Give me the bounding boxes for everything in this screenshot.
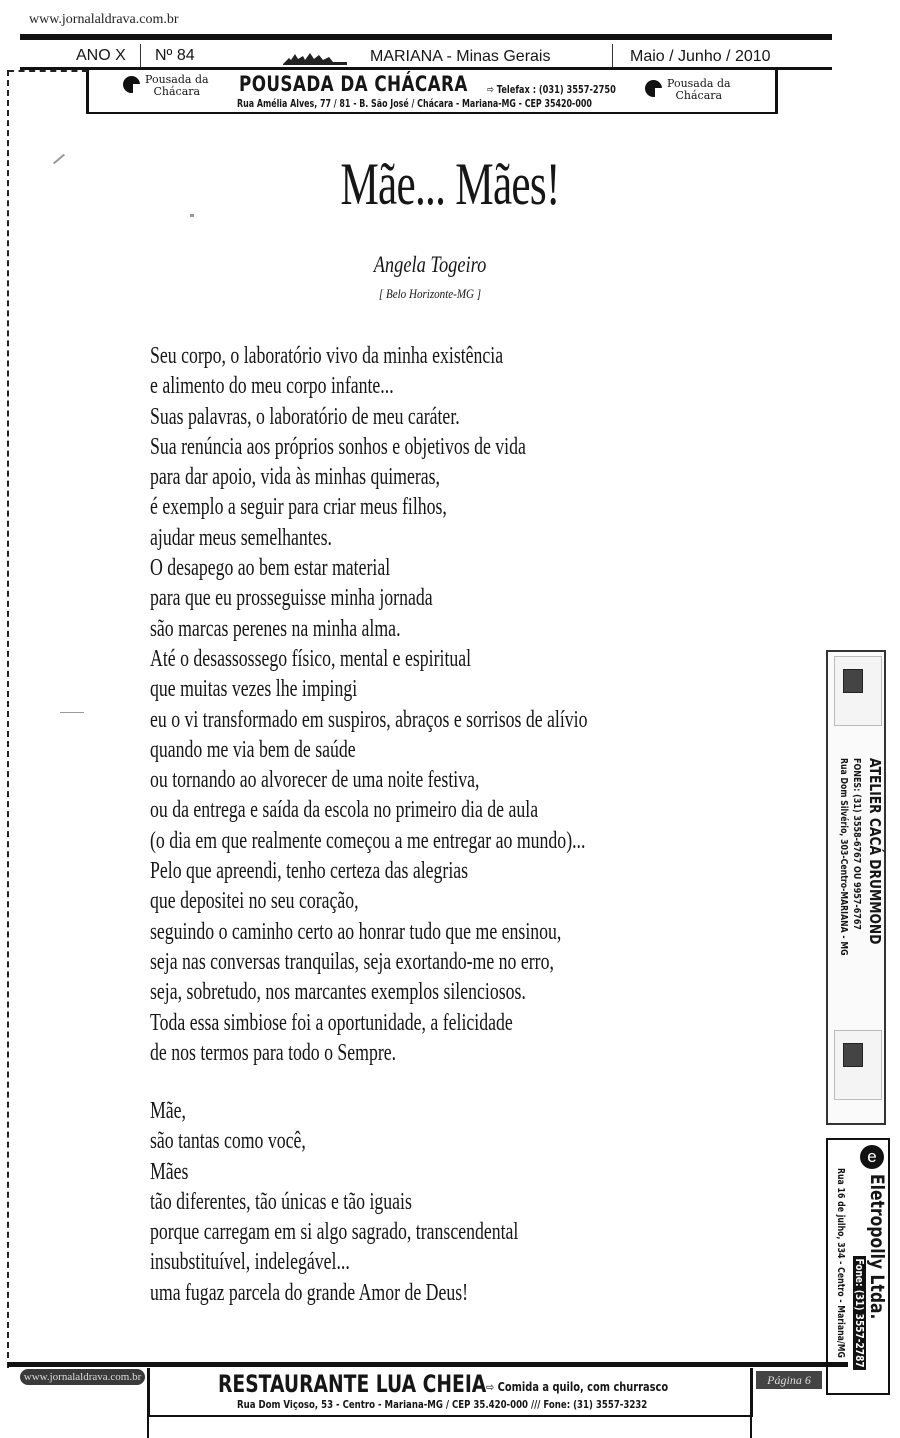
pousada-logo <box>667 78 731 102</box>
atelier-name: ATELIER CACÁ DRUMMOND <box>866 758 884 945</box>
pousada-logo <box>145 74 209 98</box>
poem-line: Sua renúncia aos próprios sonhos e objetivos de vida <box>150 433 526 460</box>
restaurant-tagline-text: Comida a quilo, com churrasco <box>497 1380 669 1394</box>
pousada-name: POUSADA DA CHÁCARA <box>239 72 468 96</box>
arrow-right-icon: ⇨ <box>486 1380 495 1394</box>
header-divider <box>140 44 141 67</box>
poem-line: são marcas perenes na minha alma. <box>150 615 401 642</box>
poem-line: seja nas conversas tranquilas, seja exortando-me no erro, <box>150 948 554 975</box>
atelier-address: Rua Dom Silvério, 303-Centro-MARIANA - MG <box>838 758 849 956</box>
footer-rule <box>147 1415 753 1417</box>
restaurant-tagline <box>486 1380 668 1394</box>
footer-site-url[interactable]: www.jornalaldrava.com.br <box>20 1369 145 1385</box>
poem-line: Mães <box>150 1158 189 1185</box>
poem-line: Seu corpo, o laboratório vivo da minha existência <box>150 343 504 369</box>
poem-line: porque carregam em si algo sagrado, transcendental <box>150 1219 519 1246</box>
issue-year: ANO X <box>76 47 126 64</box>
poem-line: quando me via bem de saúde <box>150 736 356 763</box>
ad-pousada-da-chacara[interactable] <box>86 70 778 114</box>
eletropolly-phone: Fone: (31) 3557-2787 <box>853 1256 866 1370</box>
poem-line: Até o desassossego físico, mental e espiritual <box>150 645 472 672</box>
scan-speck <box>53 154 65 165</box>
pousada-phone <box>487 83 616 96</box>
poem-line: é exemplo a seguir para criar meus filhos, <box>150 494 447 521</box>
pousada-logo-text: Chácara <box>675 89 723 102</box>
pousada-logo-icon <box>123 76 140 93</box>
pousada-logo-text: Pousada da <box>667 77 731 90</box>
poem-line: ou tornando ao alvorecer de uma noite festiva, <box>150 767 480 794</box>
ad-restaurante-lua-cheia[interactable] <box>147 1368 753 1416</box>
atelier-thumbnail <box>834 1030 882 1100</box>
poem-line: que muitas vezes lhe impingi <box>150 676 358 703</box>
skyline-icon <box>283 44 347 66</box>
header-rule <box>20 34 832 40</box>
poem-line: ajudar meus semelhantes. <box>150 524 332 551</box>
poem-line: Pelo que apreendi, tenho certeza das alegrias <box>150 858 469 885</box>
pousada-logo-text: Pousada da <box>145 73 209 86</box>
issue-number: Nº 84 <box>155 47 195 64</box>
crop-mark <box>147 1416 149 1438</box>
poem-line: para que eu prosseguisse minha jornada <box>150 585 433 612</box>
pousada-address: Rua Amélia Alves, 77 / 81 - B. São José / Chácara - Mariana-MG - CEP 35420-000 <box>237 97 592 110</box>
poem-line: seguindo o caminho certo ao honrar tudo que me ensinou, <box>150 918 562 945</box>
poem-line: para dar apoio, vida às minhas quimeras, <box>150 464 440 491</box>
atelier-thumbnail <box>834 656 882 726</box>
poem-line: e alimento do meu corpo infante... <box>150 373 394 400</box>
pousada-phone-text: Telefax : (031) 3557-2750 <box>496 83 616 96</box>
pousada-logo-icon <box>645 80 662 97</box>
frame-border <box>7 70 9 1368</box>
poem-stanza-2 <box>150 1096 518 1308</box>
poem-stanza-1 <box>150 341 587 1068</box>
eletropolly-address: Rua 16 de julho, 334 - Centro - Mariana/MG <box>835 1168 846 1358</box>
atelier-phones: FONES: (31) 3558-6767 OU 9957-6767 <box>851 758 862 930</box>
poem-line: que depositei no seu coração, <box>150 888 359 915</box>
poem-line: ou da entrega e saída da escola no primeiro dia de aula <box>150 797 539 824</box>
eletropolly-name: Eletropolly Ltda. <box>866 1174 888 1320</box>
poem-line: eu o vi transformado em suspiros, abraços e sorrisos de alívio <box>150 706 588 733</box>
arrow-right-icon: ⇨ <box>487 83 494 96</box>
poem-line: Mãe, <box>150 1098 187 1124</box>
city-label: MARIANA - Minas Gerais <box>370 48 551 65</box>
header-divider <box>612 44 613 67</box>
poem-line: Suas palavras, o laboratório de meu caráter. <box>150 403 460 430</box>
eletropolly-logo-icon: e <box>860 1145 884 1169</box>
poem-line: insubstituível, indelegável... <box>150 1249 350 1276</box>
poem-line: (o dia em que realmente começou a me entregar ao mundo)... <box>150 827 586 854</box>
frame-border <box>8 70 88 72</box>
site-url[interactable]: www.jornalaldrava.com.br <box>29 12 179 27</box>
poem-line: Toda essa simbiose foi a oportunidade, a felicidade <box>150 1009 513 1036</box>
poem-line: são tantas como você, <box>150 1128 306 1155</box>
ad-atelier-caca-drummond[interactable] <box>826 650 886 1125</box>
article-title: Mãe... Mães! <box>340 151 560 217</box>
author-location: [ Belo Horizonte-MG ] <box>378 286 482 301</box>
article-author: Angela Togeiro <box>373 252 487 277</box>
poem-line: O desapego ao bem estar material <box>150 555 391 582</box>
scan-speck <box>60 712 84 713</box>
poem-line: seja, sobretudo, nos marcantes exemplos silenciosos. <box>150 979 526 1006</box>
issue-date: Maio / Junho / 2010 <box>630 48 771 65</box>
page-number: Página 6 <box>756 1371 822 1389</box>
crop-mark <box>750 1416 752 1438</box>
pousada-logo-text: Chácara <box>153 85 201 98</box>
poem-line: uma fugaz parcela do grande Amor de Deus! <box>150 1279 469 1306</box>
footer-rule <box>8 1362 848 1367</box>
poem-line: tão diferentes, tão únicas e tão iguais <box>150 1188 412 1215</box>
restaurant-name: RESTAURANTE LUA CHEIA <box>218 1370 487 1398</box>
ad-eletropolly[interactable] <box>826 1138 890 1395</box>
poem-line: de nos termos para todo o Sempre. <box>150 1039 397 1066</box>
restaurant-address: Rua Dom Viçoso, 53 - Centro - Mariana-MG / CEP 35.420-000 /// Fone: (31) 3557-3232 <box>237 1398 648 1411</box>
